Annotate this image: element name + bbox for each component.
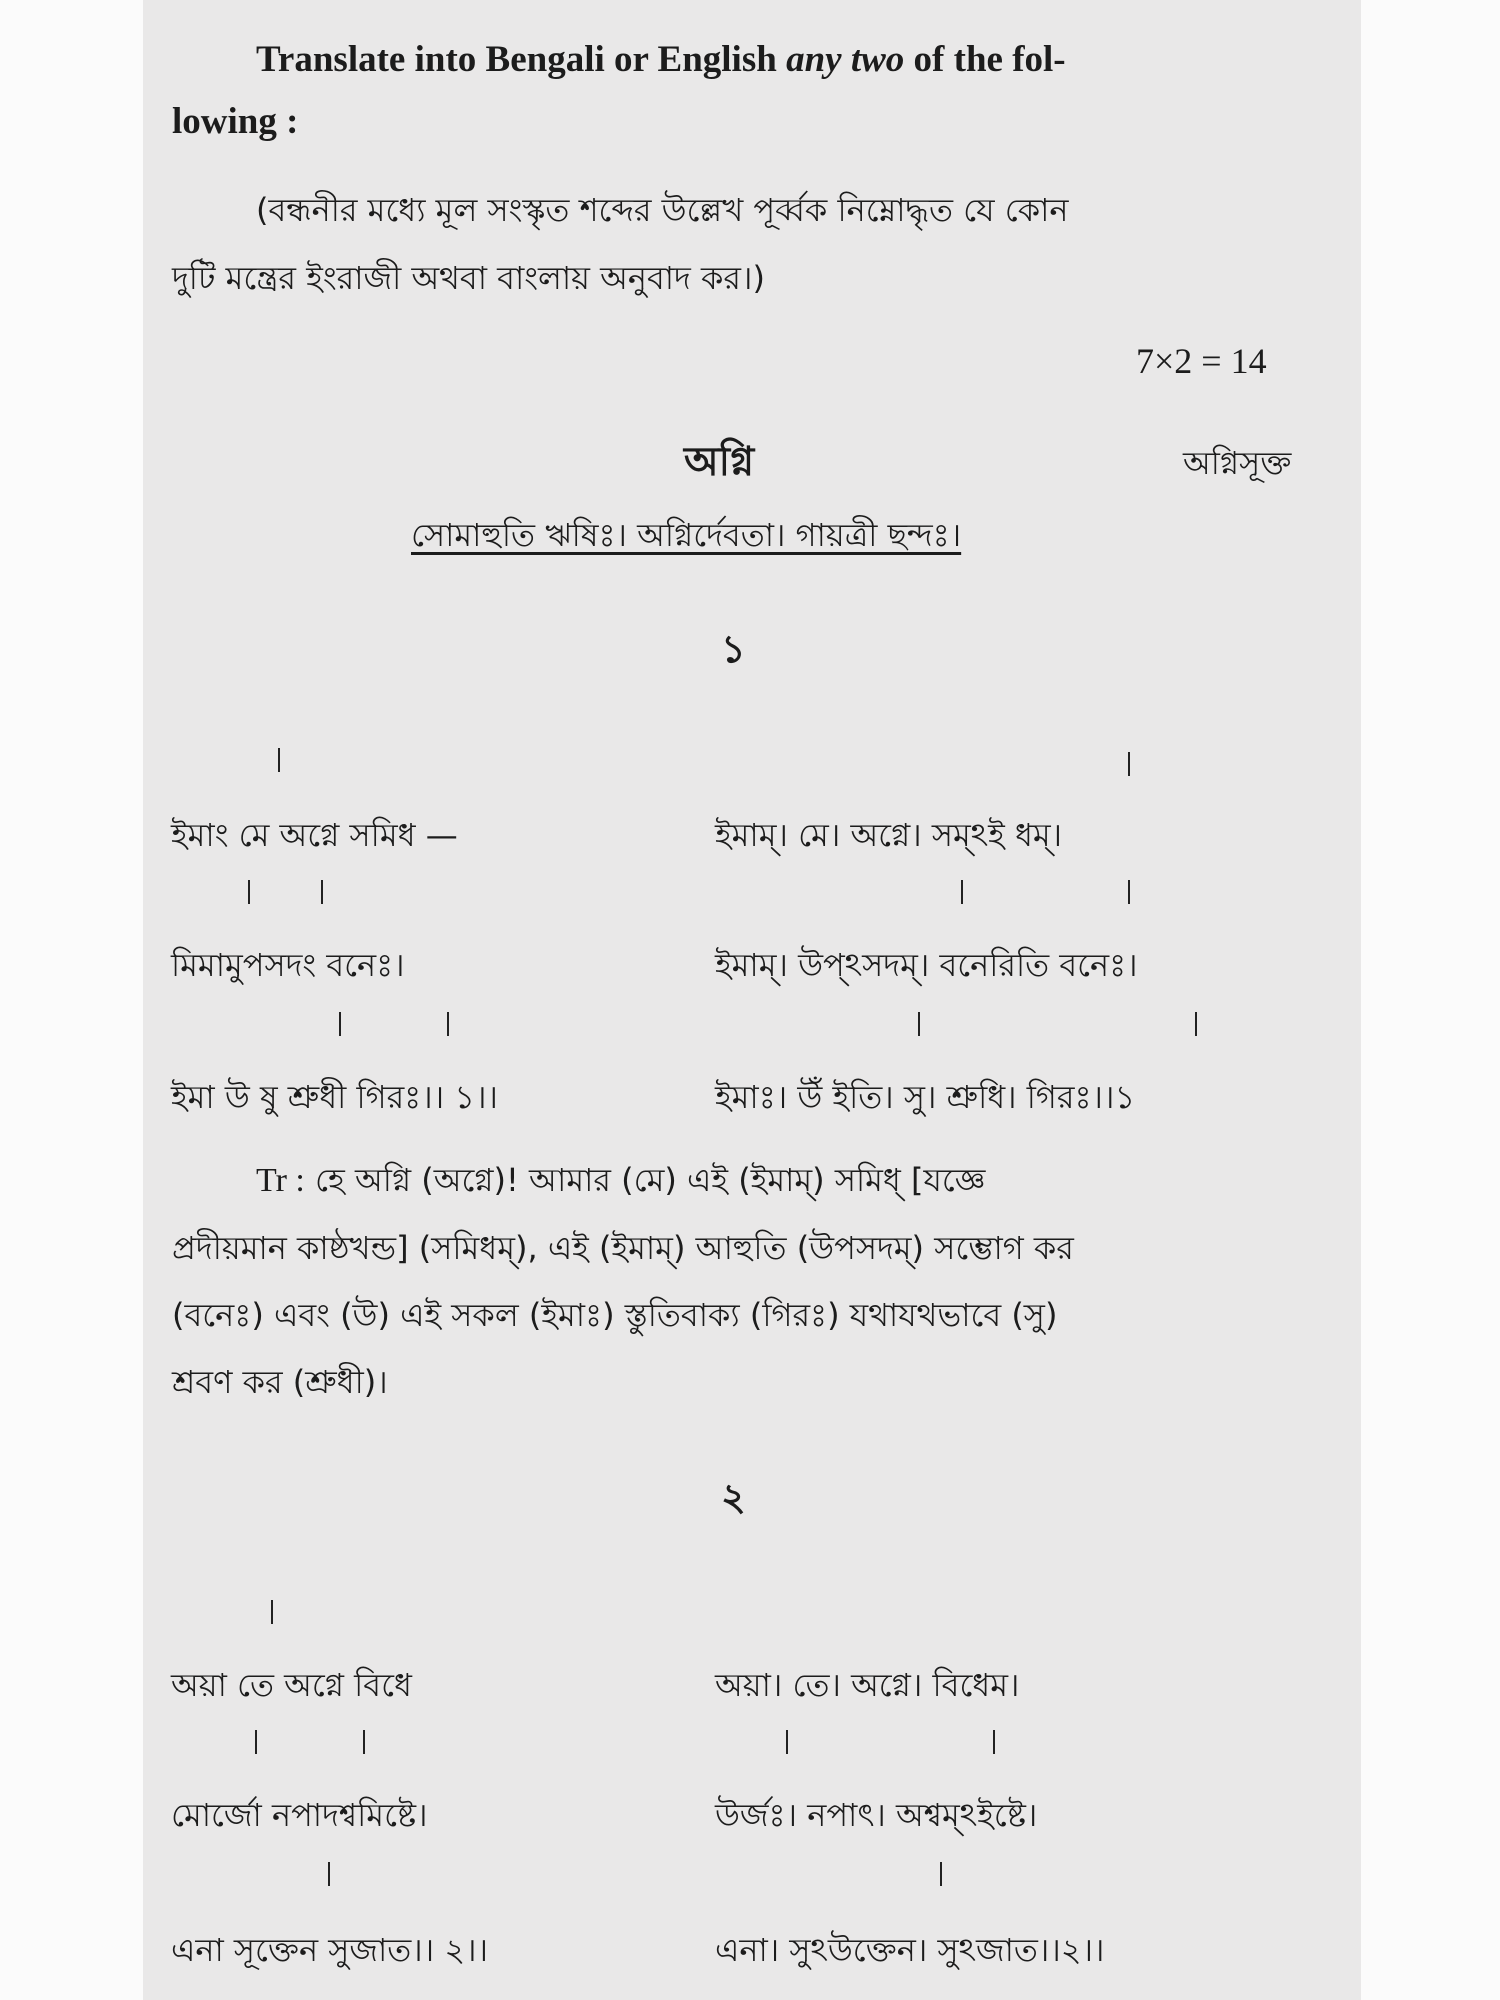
- accent-mark: [786, 1730, 788, 1754]
- accent-mark: [961, 880, 963, 904]
- accent-mark: [271, 1600, 273, 1624]
- verse-1-right-line-2: ইমাম্। উপ্ঽসদম্। বনেরিতি বনেঃ।: [715, 946, 1138, 984]
- verse-1-left-line-3: ইমা উ ষু শ্রুধী গিরঃ।। ১।।: [171, 1078, 498, 1116]
- translation-line-2: প্রদীয়মান কাষ্ঠখন্ড] (সমিধম্), এই (ইমাম্) আহুতি (উপসদম্) সম্ভোগ কর: [172, 1229, 1074, 1267]
- verse-1-right-line-1: ইমাম্। মে। অগ্নে। সম্ঽই ধম্।: [715, 816, 1063, 854]
- accent-mark: [255, 1730, 257, 1754]
- accent-mark: [248, 880, 250, 904]
- accent-mark: [1128, 880, 1130, 904]
- verse-2-left-line-3: এনা সূক্তেন সুজাত।। ২।।: [171, 1931, 489, 1969]
- accent-mark: [339, 1012, 341, 1036]
- accent-mark: [328, 1862, 330, 1886]
- translation-line-4: শ্রবণ কর (শ্রুধী)।: [172, 1363, 388, 1401]
- accent-mark: [278, 748, 280, 772]
- section-side-label: অগ্নিসূক্ত: [1183, 444, 1292, 482]
- bengali-instruction-line-1: (বন্ধনীর মধ্যে মূল সংস্কৃত শব্দের উল্লেখ পূর্ব্বক নিম্নোদ্ধৃত যে কোন: [256, 191, 1069, 229]
- verse-1-right-line-3: ইমাঃ। উঁ ইতি। সু। শ্রুধি। গিরঃ।।১: [715, 1078, 1136, 1116]
- accent-mark: [940, 1862, 942, 1886]
- translation-line-3: (বনেঃ) এবং (উ) এই সকল (ইমাঃ) স্তুতিবাক্য (গিরঃ) যথাযথভাবে (সু): [172, 1296, 1058, 1334]
- instruction-line-2: lowing :: [172, 101, 299, 142]
- bengali-instruction-line-2: দুটি মন্ত্রের ইংরাজী অথবা বাংলায় অনুবাদ কর।): [172, 259, 765, 297]
- verse-1-left-line-2: মিমামুপসদং বনেঃ।: [171, 946, 405, 984]
- accent-mark: [918, 1012, 920, 1036]
- verse-2-right-line-2: উর্জঃ। নপাৎ। অশ্বম্ঽইষ্টে।: [715, 1796, 1038, 1834]
- accent-mark: [363, 1730, 365, 1754]
- marks-label: 7×2 = 14: [1136, 341, 1267, 381]
- verse-number: ১: [721, 627, 746, 671]
- verse-2-right-line-3: এনা। সুঽউক্তেন। সুঽজাত।।২।।: [715, 1931, 1105, 1969]
- document-page: [143, 0, 1361, 2000]
- verse-2-left-line-2: মোর্জো নপাদশ্বমিষ্টে।: [171, 1796, 428, 1834]
- accent-mark: [321, 880, 323, 904]
- accent-mark: [447, 1012, 449, 1036]
- section-title: অগ্নি: [684, 439, 755, 485]
- accent-mark: [1195, 1012, 1197, 1036]
- verse-2-right-line-1: অয়া। তে। অগ্নে। বিধেম।: [715, 1666, 1020, 1704]
- verse-1-left-line-1: ইমাং মে অগ্নে সমিধ —: [171, 816, 458, 854]
- translation-line-1: Tr : হে অগ্নি (অগ্নে)! আমার (মে) এই (ইমাম্) সমিধ্ [যজ্ঞে: [256, 1161, 986, 1199]
- section-subtitle: সোমাহুতি ঋষিঃ। অগ্নির্দেবতা। গায়ত্রী ছন্দঃ।: [411, 516, 962, 554]
- verse-2-left-line-1: অয়া তে অগ্নে বিধে: [171, 1666, 412, 1704]
- accent-mark: [993, 1730, 995, 1754]
- instruction-line-1: Translate into Bengali or English any two of the fol-: [256, 39, 1066, 80]
- accent-mark: [1128, 752, 1130, 776]
- verse-number: ২: [721, 1475, 746, 1519]
